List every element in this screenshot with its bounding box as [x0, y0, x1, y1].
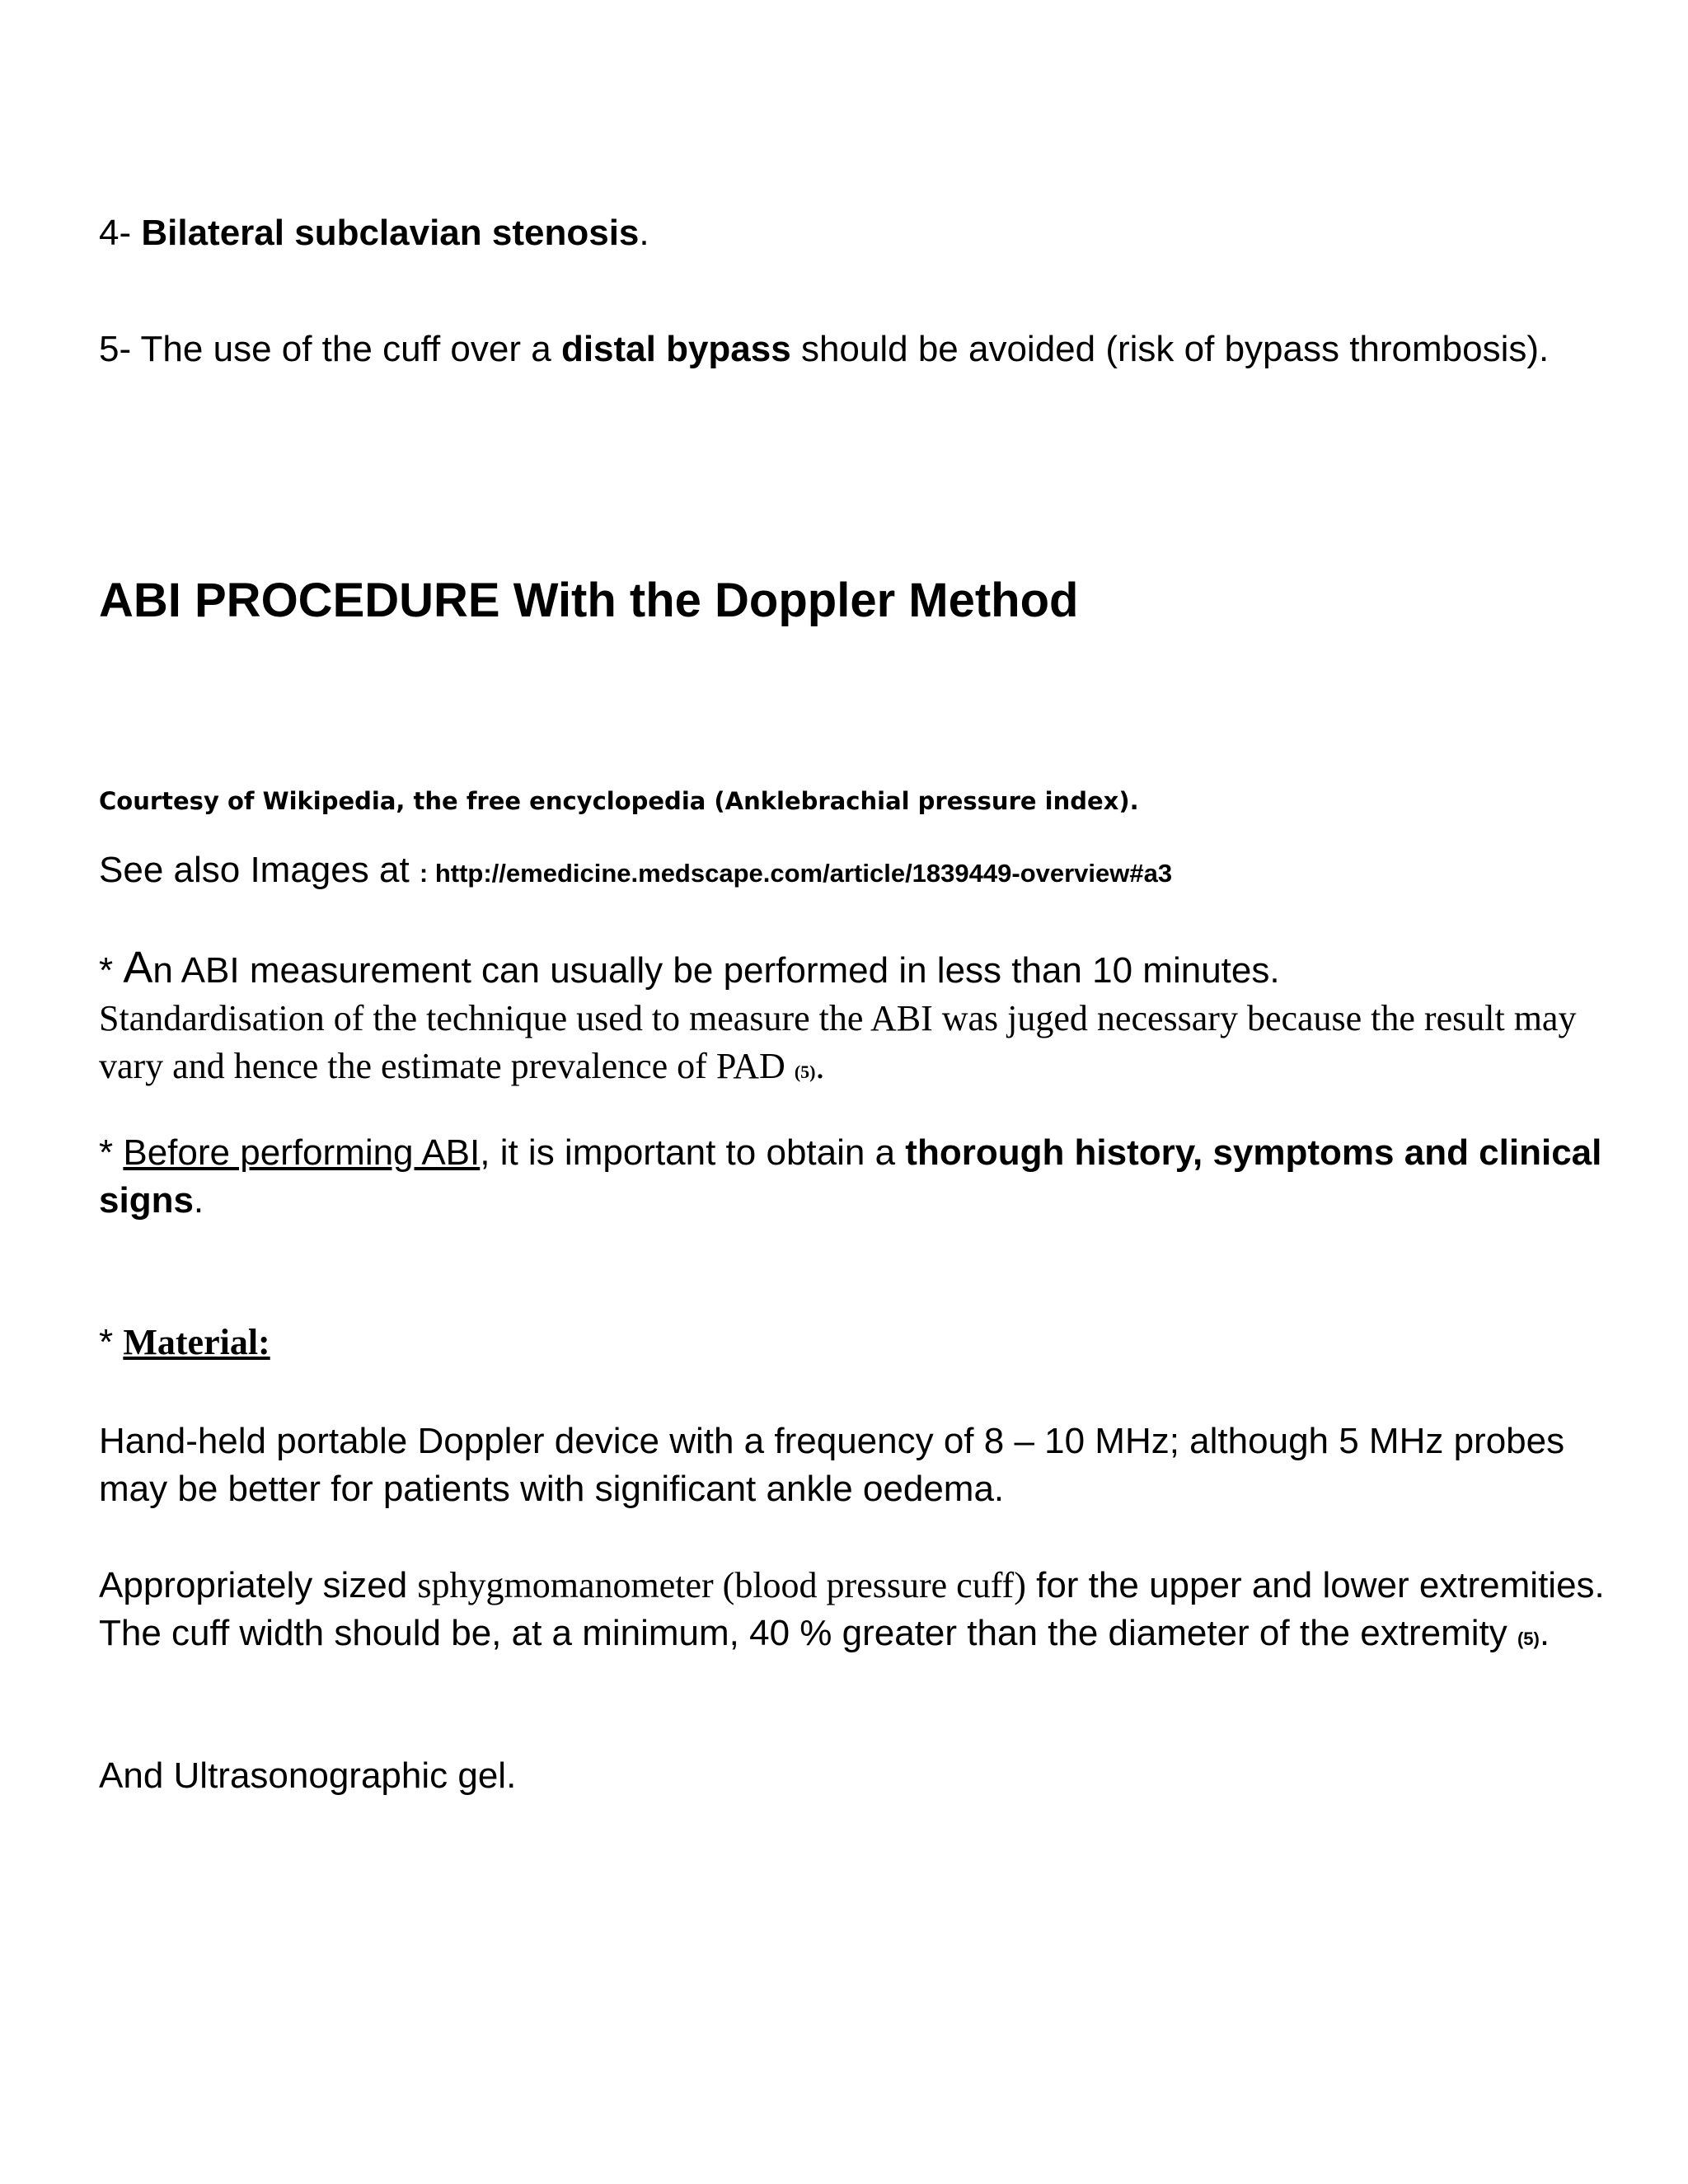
- item4-bold: Bilateral subclavian stenosis: [141, 213, 640, 253]
- list-item-5: 5- The use of the cuff over a distal bypass should be avoided (risk of bypass thrombosis).: [99, 329, 1550, 369]
- material-heading: * Material:: [99, 1322, 270, 1362]
- courtesy-line: Courtesy of Wikipedia, the free encyclopedia (Anklebrachial pressure index).: [99, 787, 1139, 815]
- paragraph-cuff: Appropriately sized sphygmomanometer (blood pressure cuff) for the upper and lower extremities. The cuff width should be, at a minimum, 40 % greater than the diameter of the extremity (5).: [99, 1565, 1605, 1653]
- item5-bold: distal bypass: [560, 329, 791, 369]
- section-heading: ABI PROCEDURE With the Doppler Method: [99, 574, 1079, 627]
- paragraph-doppler-device: Hand-held portable Doppler device with a frequency of 8 – 10 MHz; although 5 MHz probes may be better for patients with significant ankle oedema.: [99, 1421, 1565, 1509]
- medscape-link[interactable]: : http://emedicine.medscape.com/article/1839449-overview#a3: [419, 859, 1173, 888]
- paragraph-gel: And Ultrasonographic gel.: [99, 1755, 517, 1796]
- list-item-4: 4- Bilateral subclavian stenosis.: [99, 213, 649, 253]
- bullet-abi-measurement: * An ABI measurement can usually be performed in less than 10 minutes. Standardisation of the technique used to measure the ABI was juged necessary because the result may vary and hence the estimate prevalence of PAD (5).: [99, 943, 1577, 1086]
- bullet-before-performing: * Before performing ABI, it is important to obtain a thorough history, symptoms and clinical signs.: [99, 1132, 1602, 1221]
- see-also-line: See also Images at : http://emedicine.medscape.com/article/1839449-overview#a3: [99, 850, 1173, 890]
